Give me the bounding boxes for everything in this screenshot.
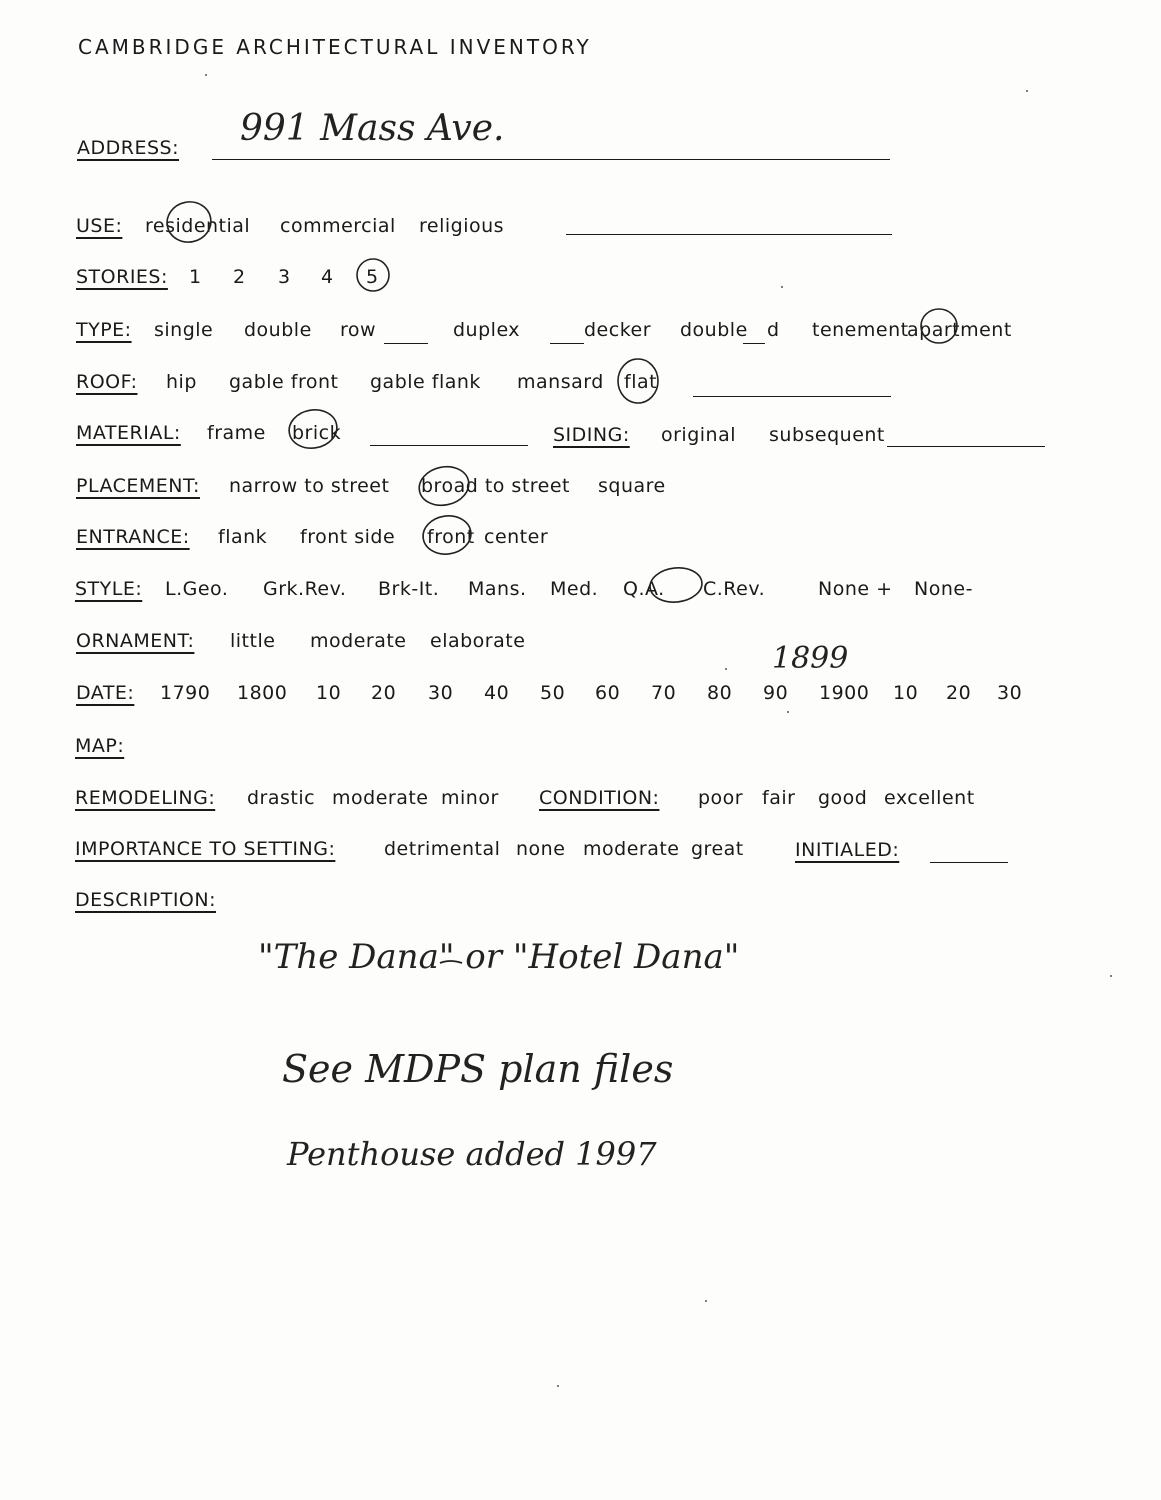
roof-option-gable-flank: gable flank — [370, 371, 481, 393]
description-line-3: Penthouse added 1997 — [287, 1135, 657, 1173]
date-option-30: 30 — [428, 682, 454, 704]
stories-label: STORIES: — [76, 266, 168, 288]
roof-option-hip: hip — [166, 371, 197, 393]
style-option-med: Med. — [550, 578, 599, 600]
roof-option-gable-front: gable front — [229, 371, 339, 393]
stories-option-4: 4 — [321, 266, 334, 288]
type-row-line — [384, 343, 428, 344]
type-option-apartment: apartment — [907, 319, 1012, 341]
use-option-residential: residential — [145, 215, 251, 237]
material-option-frame: frame — [207, 422, 266, 444]
importance-option-great: great — [691, 838, 744, 860]
importance-label: IMPORTANCE TO SETTING: — [75, 838, 336, 860]
style-option-qa: Q.A. — [623, 578, 665, 600]
type-decker-line — [550, 343, 584, 344]
description-line-1: "The Dana" or "Hotel Dana" — [258, 937, 740, 977]
type-option-single: single — [154, 319, 214, 341]
date-option-1900: 1900 — [819, 682, 870, 704]
roof-other-line — [693, 396, 891, 397]
siding-other-line — [887, 446, 1045, 447]
type-double-d-line — [743, 343, 765, 344]
placement-option-square: square — [598, 475, 666, 497]
date-option-10: 10 — [316, 682, 342, 704]
stories-option-5: 5 — [366, 266, 379, 288]
stories-option-2: 2 — [233, 266, 246, 288]
importance-option-moderate: moderate — [583, 838, 680, 860]
material-option-brick: brick — [292, 422, 342, 444]
date-option-80: 80 — [707, 682, 733, 704]
type-option-double-d: double — [680, 319, 748, 341]
ornament-option-elaborate: elaborate — [430, 630, 526, 652]
condition-option-poor: poor — [698, 787, 744, 809]
style-option-crev: C.Rev. — [703, 578, 766, 600]
style-option-mans: Mans. — [468, 578, 527, 600]
description-label: DESCRIPTION: — [75, 889, 217, 911]
placement-option-broad: broad to street — [421, 475, 571, 497]
initialed-line — [930, 862, 1008, 863]
importance-option-none: none — [516, 838, 566, 860]
style-option-none-plus: None + — [818, 578, 893, 600]
material-label: MATERIAL: — [76, 422, 181, 444]
scan-speck — [781, 286, 783, 288]
type-option-row: row — [340, 319, 377, 341]
date-option-30b: 30 — [997, 682, 1023, 704]
address-label: ADDRESS: — [77, 137, 179, 159]
roof-option-mansard: mansard — [517, 371, 604, 393]
roof-option-flat: flat — [624, 371, 658, 393]
stories-option-3: 3 — [278, 266, 291, 288]
remodeling-label: REMODELING: — [75, 787, 216, 809]
entrance-label: ENTRANCE: — [76, 526, 190, 548]
date-label: DATE: — [76, 682, 135, 704]
scan-speck — [557, 1385, 559, 1387]
siding-option-original: original — [661, 424, 737, 446]
style-option-grkrev: Grk.Rev. — [263, 578, 347, 600]
scan-speck — [205, 74, 207, 76]
style-option-brkit: Brk-It. — [378, 578, 440, 600]
date-option-70: 70 — [651, 682, 677, 704]
initialed-label: INITIALED: — [795, 839, 900, 861]
type-option-duplex: duplex — [453, 319, 521, 341]
type-option-decker: decker — [584, 319, 652, 341]
type-option-tenement: tenement — [812, 319, 909, 341]
date-option-10b: 10 — [893, 682, 919, 704]
material-other-line — [370, 445, 528, 446]
ornament-option-moderate: moderate — [310, 630, 407, 652]
placement-option-narrow: narrow to street — [229, 475, 390, 497]
scan-speck — [705, 1300, 707, 1302]
address-value: 991 Mass Ave. — [240, 108, 505, 149]
date-option-1790: 1790 — [160, 682, 211, 704]
type-option-d: d — [767, 319, 780, 341]
remodeling-option-minor: minor — [441, 787, 499, 809]
style-label: STYLE: — [75, 578, 143, 600]
date-option-20b: 20 — [946, 682, 972, 704]
siding-option-subsequent: subsequent — [769, 424, 885, 446]
use-option-commercial: commercial — [280, 215, 396, 237]
date-option-20: 20 — [371, 682, 397, 704]
style-option-none-minus: None- — [914, 578, 973, 600]
importance-option-detrimental: detrimental — [384, 838, 501, 860]
address-line — [212, 159, 890, 160]
condition-option-fair: fair — [762, 787, 796, 809]
use-label: USE: — [76, 215, 123, 237]
siding-label: SIDING: — [553, 424, 630, 446]
style-option-lgeo: L.Geo. — [165, 578, 229, 600]
map-label: MAP: — [75, 735, 125, 757]
entrance-option-front-side: front side — [300, 526, 396, 548]
condition-label: CONDITION: — [539, 787, 660, 809]
scan-speck — [725, 668, 727, 670]
use-option-religious: religious — [419, 215, 505, 237]
scan-speck — [1026, 90, 1028, 92]
entrance-option-center: center — [484, 526, 549, 548]
type-label: TYPE: — [76, 319, 132, 341]
entrance-option-flank: flank — [218, 526, 268, 548]
ornament-option-little: little — [230, 630, 276, 652]
condition-option-excellent: excellent — [884, 787, 975, 809]
date-option-40: 40 — [484, 682, 510, 704]
roof-label: ROOF: — [76, 371, 138, 393]
date-option-50: 50 — [540, 682, 566, 704]
entrance-option-front: front — [427, 526, 475, 548]
date-option-90: 90 — [763, 682, 789, 704]
placement-label: PLACEMENT: — [76, 475, 200, 497]
remodeling-option-moderate: moderate — [332, 787, 429, 809]
type-option-double: double — [244, 319, 312, 341]
ornament-label: ORNAMENT: — [76, 630, 195, 652]
stories-option-1: 1 — [189, 266, 202, 288]
scan-speck — [1110, 975, 1112, 977]
form-title: CAMBRIDGE ARCHITECTURAL INVENTORY — [78, 35, 592, 59]
description-line-2: See MDPS plan files — [282, 1047, 674, 1091]
date-option-1800: 1800 — [237, 682, 288, 704]
remodeling-option-drastic: drastic — [247, 787, 316, 809]
date-handwritten: 1899 — [772, 641, 849, 676]
scan-speck — [787, 711, 789, 713]
use-other-line — [566, 234, 892, 235]
condition-option-good: good — [818, 787, 868, 809]
date-option-60: 60 — [595, 682, 621, 704]
